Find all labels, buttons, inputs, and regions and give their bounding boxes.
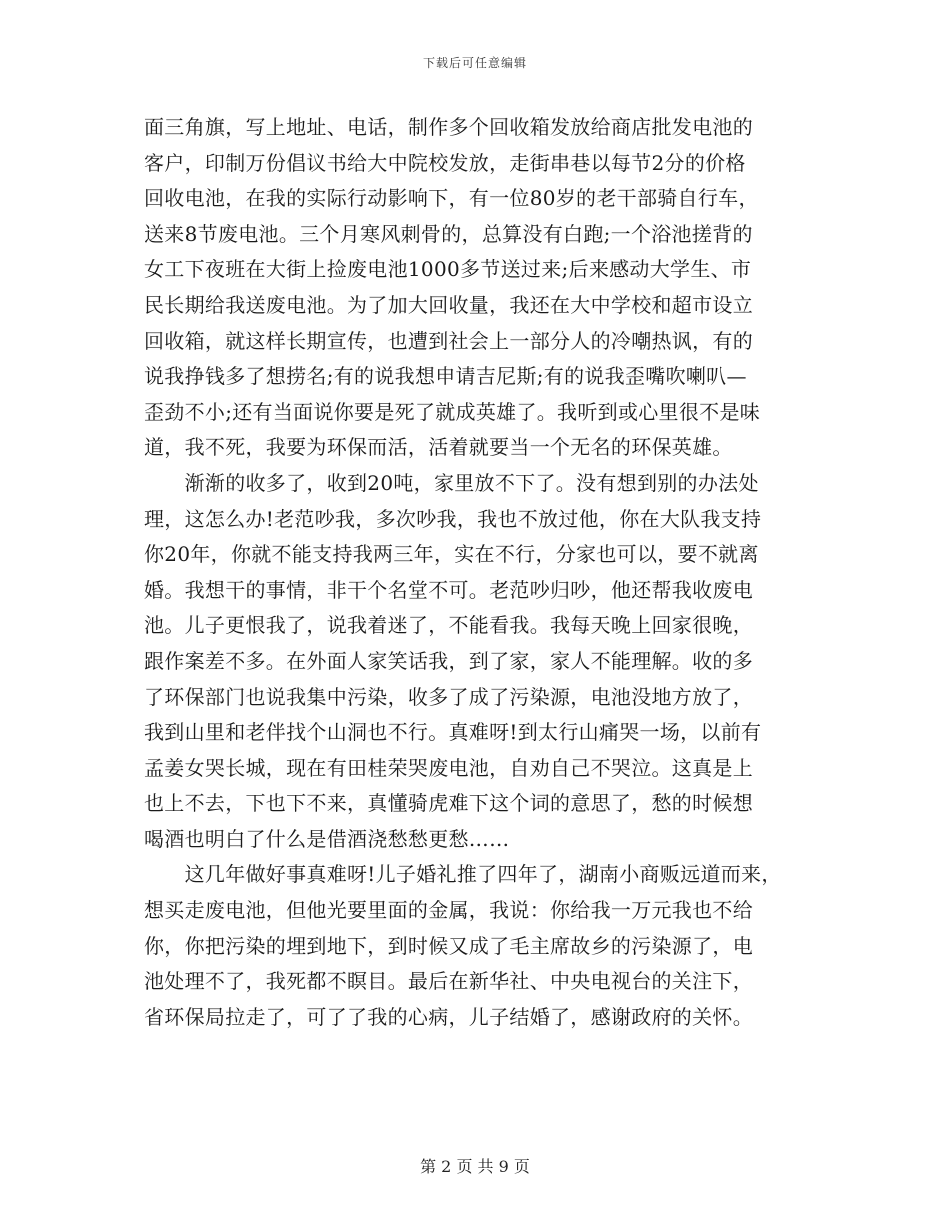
text-line: 这几年做好事真难呀!儿子婚礼推了四年了，湖南小商贩远道而来， xyxy=(144,862,782,887)
text-line: 回收电池，在我的实际行动影响下，有一位80岁的老干部骑自行车， xyxy=(144,186,759,211)
page-header: 下载后可任意编辑 xyxy=(422,56,527,70)
text-line: 说我挣钱多了想捞名;有的说我想申请吉尼斯;有的说我歪嘴吹喇叭— xyxy=(144,364,747,389)
text-line: 送来8节废电池。三个月寒风刺骨的，总算没有白跑;一个浴池搓背的 xyxy=(144,221,753,246)
text-line: 喝酒也明白了什么是借酒浇愁愁更愁…… xyxy=(144,826,510,851)
text-line: 跟作案差不多。在外面人家笑话我，到了家，家人不能理解。收的多 xyxy=(144,648,753,673)
text-line: 了环保部门也说我集中污染，收多了成了污染源，电池没地方放了， xyxy=(144,684,753,709)
text-line: 想买走废电池，但他光要里面的金属，我说：你给我一万元我也不给 xyxy=(144,898,753,923)
text-line: 也上不去，下也下不来，真懂骑虎难下这个词的意思了，愁的时候想 xyxy=(144,791,753,816)
document-body xyxy=(144,110,834,1035)
text-line: 孟姜女哭长城，现在有田桂荣哭废电池，自劝自己不哭泣。这真是上 xyxy=(144,755,753,780)
text-line: 渐渐的收多了，收到20吨，家里放不下了。没有想到别的办法处 xyxy=(144,470,759,495)
text-line: 你，你把污染的埋到地下，到时候又成了毛主席故乡的污染源了，电 xyxy=(144,933,753,958)
text-line: 池。儿子更恨我了，说我着迷了，不能看我。我每天晚上回家很晚， xyxy=(144,613,753,638)
text-line: 池处理不了，我死都不瞑目。最后在新华社、中央电视台的关注下， xyxy=(144,969,753,994)
text-line: 婚。我想干的事情，非干个名堂不可。老范吵归吵，他还帮我收废电 xyxy=(144,577,753,602)
text-line: 我到山里和老伴找个山洞也不行。真难呀!到太行山痛哭一场，以前有 xyxy=(144,720,762,745)
text-line: 道，我不死，我要为环保而活，活着就要当一个无名的环保英雄。 xyxy=(144,435,733,460)
text-line: 你20年，你就不能支持我两三年，实在不行，分家也可以，要不就离 xyxy=(144,542,759,567)
text-line: 理，这怎么办!老范吵我，多次吵我，我也不放过他，你在大队我支持 xyxy=(144,506,762,531)
text-line: 歪劲不小;还有当面说你要是死了就成英雄了。我听到或心里很不是味 xyxy=(144,399,761,424)
text-line: 回收箱，就这样长期宣传，也遭到社会上一部分人的冷嘲热讽，有的 xyxy=(144,328,753,353)
text-line: 省环保局拉走了，可了了我的心病，儿子结婚了，感谢政府的关怀。 xyxy=(144,1004,753,1029)
text-line: 客户，印制万份倡议书给大中院校发放，走街串巷以每节2分的价格 xyxy=(144,150,746,175)
page-number: 第 2 页 共 9 页 xyxy=(420,1157,530,1176)
text-line: 民长期给我送废电池。为了加大回收量，我还在大中学校和超市设立 xyxy=(144,292,753,317)
text-line: 面三角旗，写上地址、电话，制作多个回收箱发放给商店批发电池的 xyxy=(144,115,753,139)
text-line: 女工下夜班在大街上捡废电池1000多节送过来;后来感动大学生、市 xyxy=(144,257,752,282)
